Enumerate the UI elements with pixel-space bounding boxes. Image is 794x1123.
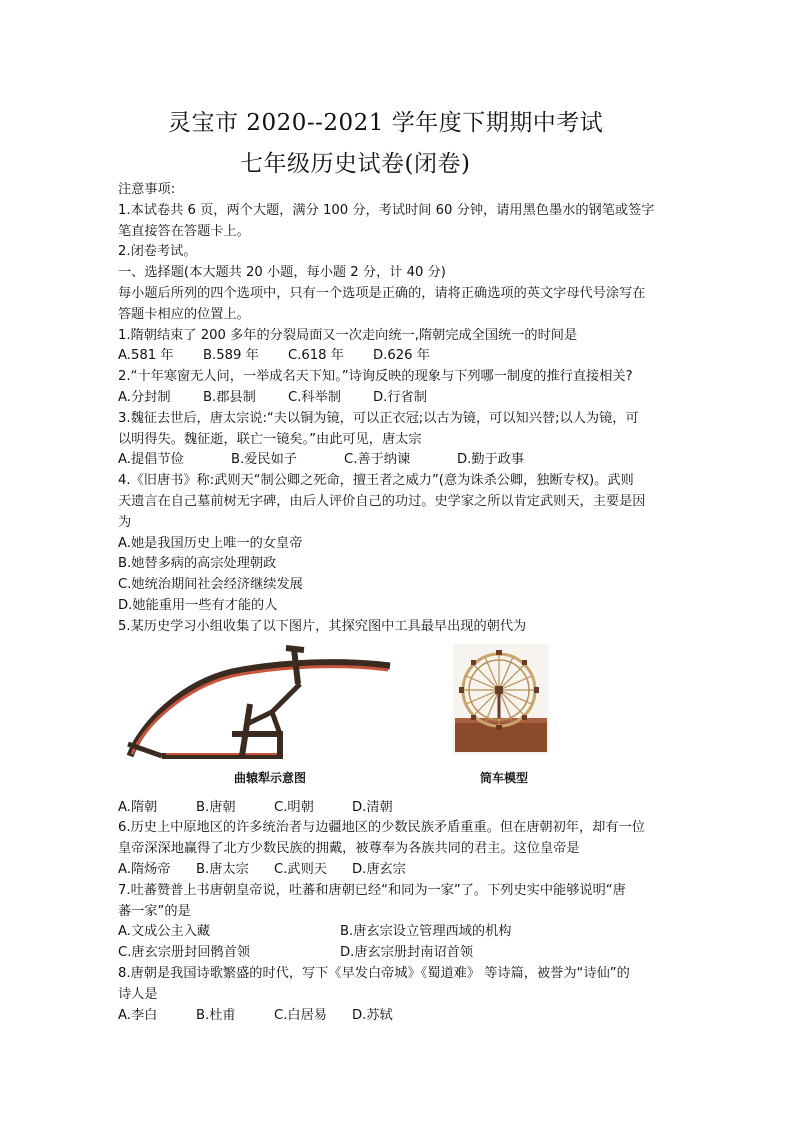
notes-heading: 注意事项: bbox=[118, 182, 176, 197]
q6-option-d: D.唐玄宗 bbox=[352, 861, 406, 877]
question-7-stem-line-2: 蕃一家”的是 bbox=[118, 903, 191, 919]
question-7-options-row-2 bbox=[118, 943, 686, 964]
question-6-options bbox=[118, 860, 686, 881]
question-3-stem-line-2: 以明得失。魏征逝，联亡一镜矣。”由此可见，唐太宗 bbox=[118, 431, 422, 447]
question-8-stem-line-2: 诗人是 bbox=[118, 986, 158, 1002]
question-8-options bbox=[118, 1006, 686, 1027]
question-8-stem-line-1: 8.唐朝是我国诗歌繁盛的时代，写下《早发白帝城》《蜀道难》 等诗篇，被誉为“诗仙”的 bbox=[118, 965, 630, 981]
q3-option-d: D.勤于政事 bbox=[457, 452, 525, 468]
q6-option-c: C.武则天 bbox=[274, 861, 327, 877]
question-1-options bbox=[118, 346, 686, 367]
question-3-options bbox=[118, 450, 686, 471]
section-heading: 一、选择题(本大题共 20 小题，每小题 2 分，计 40 分) bbox=[118, 265, 446, 281]
q4-option-b: B.她替多病的高宗处理朝政 bbox=[118, 556, 277, 572]
q1-option-a: A.581 年 bbox=[118, 348, 174, 364]
water-wheel-model-photo bbox=[453, 644, 549, 754]
q5-option-a: A.隋朝 bbox=[118, 799, 158, 815]
q2-option-d: D.行省制 bbox=[373, 389, 427, 405]
q8-option-a: A.李白 bbox=[118, 1007, 158, 1023]
q8-option-c: C.白居易 bbox=[274, 1007, 327, 1023]
q3-option-a: A.提倡节俭 bbox=[118, 452, 184, 468]
q5-option-b: B.唐朝 bbox=[196, 799, 236, 815]
q5-option-d: D.清朝 bbox=[352, 799, 393, 815]
note-2: 2.闭卷考试。 bbox=[118, 244, 197, 260]
q4-option-c: C.她统治期间社会经济继续发展 bbox=[118, 577, 303, 593]
exam-subtitle: 七年级历史试卷(闭卷) bbox=[240, 151, 471, 177]
q1-option-b: B.589 年 bbox=[203, 348, 259, 364]
q8-option-d: D.苏轼 bbox=[352, 1007, 393, 1023]
question-1-stem: 1.隋朝结束了 200 多年的分裂局面又一次走向统一,隋朝完成全国统一的时间是 bbox=[118, 327, 578, 343]
q2-option-c: C.科举制 bbox=[288, 389, 341, 405]
exam-title: 灵宝市 2020--2021 学年度下期期中考试 bbox=[168, 110, 604, 136]
q7-option-c: C.唐玄宗册封回鹘首领 bbox=[118, 945, 251, 961]
question-4-stem-line-1: 4.《旧唐书》称:武则天“制公卿之死命，擅王者之威力”(意为诛杀公卿，独断专权)。武则 bbox=[118, 473, 634, 489]
q3-option-c: C.善于纳谏 bbox=[344, 452, 411, 468]
figure-caption-plow: 曲辕犁示意图 bbox=[234, 770, 307, 785]
question-4-stem-line-3: 为 bbox=[118, 514, 132, 530]
question-6-stem-line-1: 6.历史上中原地区的许多统治者与边疆地区的少数民族矛盾重重。但在唐朝初年，却有一位 bbox=[118, 820, 645, 836]
q4-option-a: A.她是我国历史上唯一的女皇帝 bbox=[118, 535, 303, 551]
question-7-options-row-1 bbox=[118, 922, 686, 943]
q4-option-d: D.她能重用一些有才能的人 bbox=[118, 597, 278, 613]
question-7-stem-line-1: 7.吐蕃赞普上书唐朝皇帝说，吐蕃和唐朝已经“和同为一家”了。下列史实中能够说明“唐 bbox=[118, 882, 626, 898]
q8-option-b: B.杜甫 bbox=[196, 1007, 236, 1023]
q7-option-a: A.文成公主入藏 bbox=[118, 924, 211, 940]
question-5-stem: 5.某历史学习小组收集了以下图片，其探究图中工具最早出现的朝代为 bbox=[118, 618, 527, 634]
q7-option-d: D.唐玄宗册封南诏首领 bbox=[340, 945, 474, 961]
question-2-stem: 2.“十年寒窗无人问，一举成名天下知。”诗询反映的现象与下列哪一制度的推行直接相关? bbox=[118, 369, 633, 385]
q1-option-c: C.618 年 bbox=[288, 348, 344, 364]
question-5-options bbox=[118, 798, 686, 819]
q6-option-b: B.唐太宗 bbox=[196, 861, 249, 877]
question-6-stem-line-2: 皇帝深深地赢得了北方少数民族的拥戴，被尊奉为各族共同的君主。这位皇帝是 bbox=[118, 841, 580, 857]
question-3-stem-line-1: 3.魏征去世后，唐太宗说:“夫以铜为镜，可以正衣冠;以古为镜，可以知兴替;以人为镜，可 bbox=[118, 410, 639, 426]
exam-content bbox=[118, 180, 686, 1026]
q6-option-a: A.隋炀帝 bbox=[118, 861, 171, 877]
question-5-figures bbox=[118, 638, 686, 798]
q7-option-b: B.唐玄宗设立管理西域的机构 bbox=[340, 924, 512, 940]
section-instructions-line-2: 答题卡相应的位置上。 bbox=[118, 306, 250, 322]
note-1-line-1: 1.本试卷共 6 页，两个大题，满分 100 分，考试时间 60 分钟，请用黑色墨水的钢笔或签字 bbox=[118, 202, 655, 218]
note-1-line-2: 笔直接答在答题卡上。 bbox=[118, 223, 250, 239]
section-instructions-line-1: 每小题后所列的四个选项中，只有一个选项是正确的，请将正确选项的英文字母代号涂写在 bbox=[118, 285, 646, 301]
figure-caption-water-wheel: 筒车模型 bbox=[480, 770, 529, 785]
q3-option-b: B.爱民如子 bbox=[231, 452, 297, 468]
question-4-stem-line-2: 天遗言在自己墓前树无字碑，由后人评价自己的功过。史学家之所以肯定武则天，主要是因 bbox=[118, 493, 646, 509]
curved-plow-illustration bbox=[122, 644, 392, 764]
q1-option-d: D.626 年 bbox=[373, 348, 430, 364]
q2-option-a: A.分封制 bbox=[118, 389, 171, 405]
question-2-options bbox=[118, 388, 686, 409]
q5-option-c: C.明朝 bbox=[274, 799, 314, 815]
q2-option-b: B.郡县制 bbox=[203, 389, 256, 405]
